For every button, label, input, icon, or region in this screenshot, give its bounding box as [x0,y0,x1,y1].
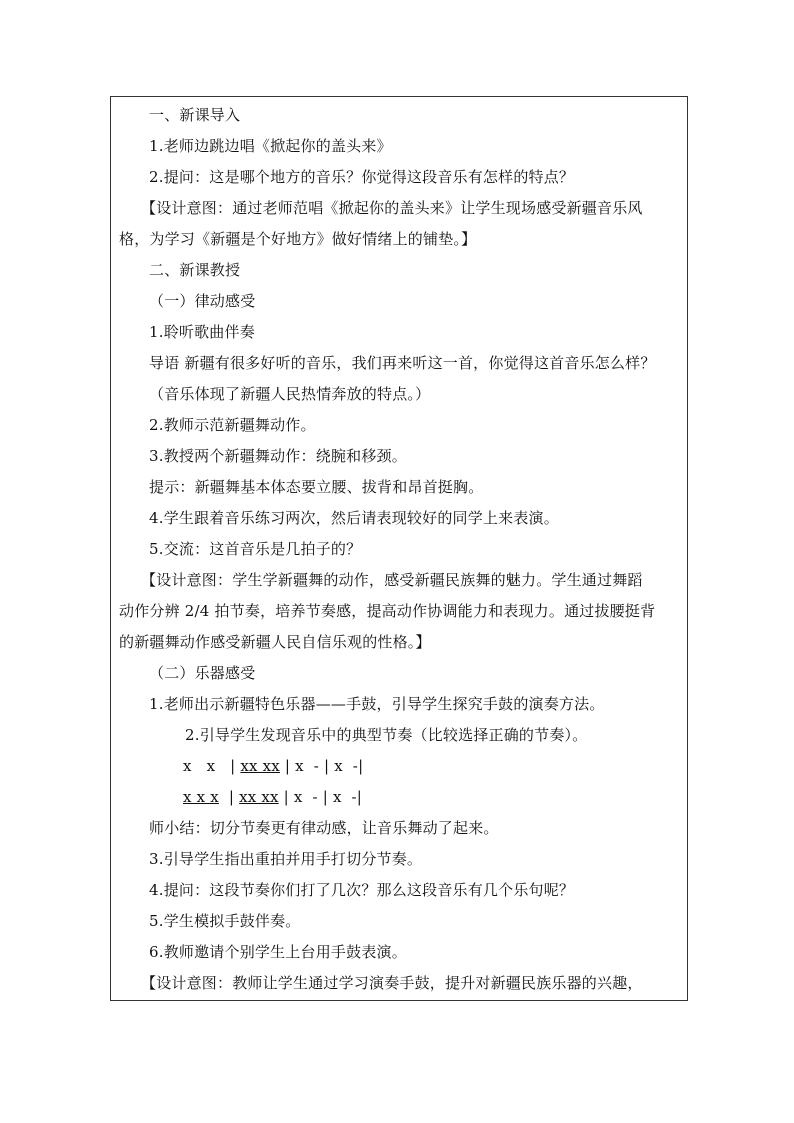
text-line: 师小结：切分节奏更有律动感，让音乐舞动了起来。 [149,819,499,837]
text-line: 格，为学习《新疆是个好地方》做好情绪上的铺垫。】 [119,230,477,248]
text-line: 1.老师出示新疆特色乐器——手鼓，引导学生探究手鼓的演奏方法。 [149,695,605,713]
text-line: 6.教师邀请个别学生上台用手鼓表演。 [149,943,407,961]
text-line: 4.提问：这段节奏你们打了几次？那么这段音乐有几个乐句呢？ [149,881,575,899]
text-line: 一、新课导入 [149,106,241,124]
rhythm-part: | x - | x -| [278,788,363,806]
text-line: 1.聆听歌曲伴奏 [149,323,255,341]
text-line: 5.交流：这首音乐是几拍子的？ [149,540,362,558]
text-line: 3.引导学生指出重拍并用手打切分节奏。 [149,850,423,868]
rhythm-part: | x - | x -| [279,757,364,775]
lesson-plan-box [110,96,688,1001]
text-line: 的新疆舞动作感受新疆人民自信乐观的性格。】 [119,633,431,651]
text-line: 5.学生模拟手鼓伴奏。 [149,912,301,930]
text-line: 【设计意图：教师让学生通过学习演奏手鼓，提升对新疆民族乐器的兴趣， [141,974,643,992]
text-line: 2.提问：这是哪个地方的音乐？你觉得这段音乐有怎样的特点？ [149,168,575,186]
text-line: 2.引导学生发现音乐中的典型节奏（比较选择正确的节奏）。 [185,726,588,744]
text-line: 【设计意图：学生学新疆舞的动作，感受新疆民族舞的魅力。学生通过舞蹈 [141,571,643,589]
rhythm-line-2 [111,781,687,813]
text-line: 4.学生跟着音乐练习两次，然后请表现较好的同学上来表演。 [149,509,559,527]
rhythm-part: x x | [183,757,241,775]
text-line: 提示：新疆舞基本体态要立腰、拔背和昂首挺胸。 [149,478,484,496]
rhythm-line-1 [111,750,687,782]
text-line: 导语 新疆有很多好听的音乐，我们再来听这一首，你觉得这首音乐怎么样？ [149,354,656,372]
text-line: 动作分辨 2/4 拍节奏，培养节奏感，提高动作协调能力和表现力。通过拔腰挺背 [119,602,656,620]
rhythm-part-underlined: xx xx [239,788,279,806]
text-line: 【设计意图：通过老师范唱《掀起你的盖头来》让学生现场感受新疆音乐风 [141,199,643,217]
rhythm-part: | [218,788,240,806]
text-line: 二、新课教授 [149,261,241,279]
text-line: （二）乐器感受 [149,664,256,682]
text-line: （音乐体现了新疆人民热情奔放的特点。） [149,385,431,403]
rhythm-part-underlined: xx xx [240,757,280,775]
text-line: 1.老师边跳边唱《掀起你的盖头来》 [149,137,392,155]
text-line: 3.教授两个新疆舞动作：绕腕和移颈。 [149,447,407,465]
text-line: （一）律动感受 [149,292,256,310]
rhythm-part-underlined: x x x [183,788,219,806]
text-line: 2.教师示范新疆舞动作。 [149,416,316,434]
